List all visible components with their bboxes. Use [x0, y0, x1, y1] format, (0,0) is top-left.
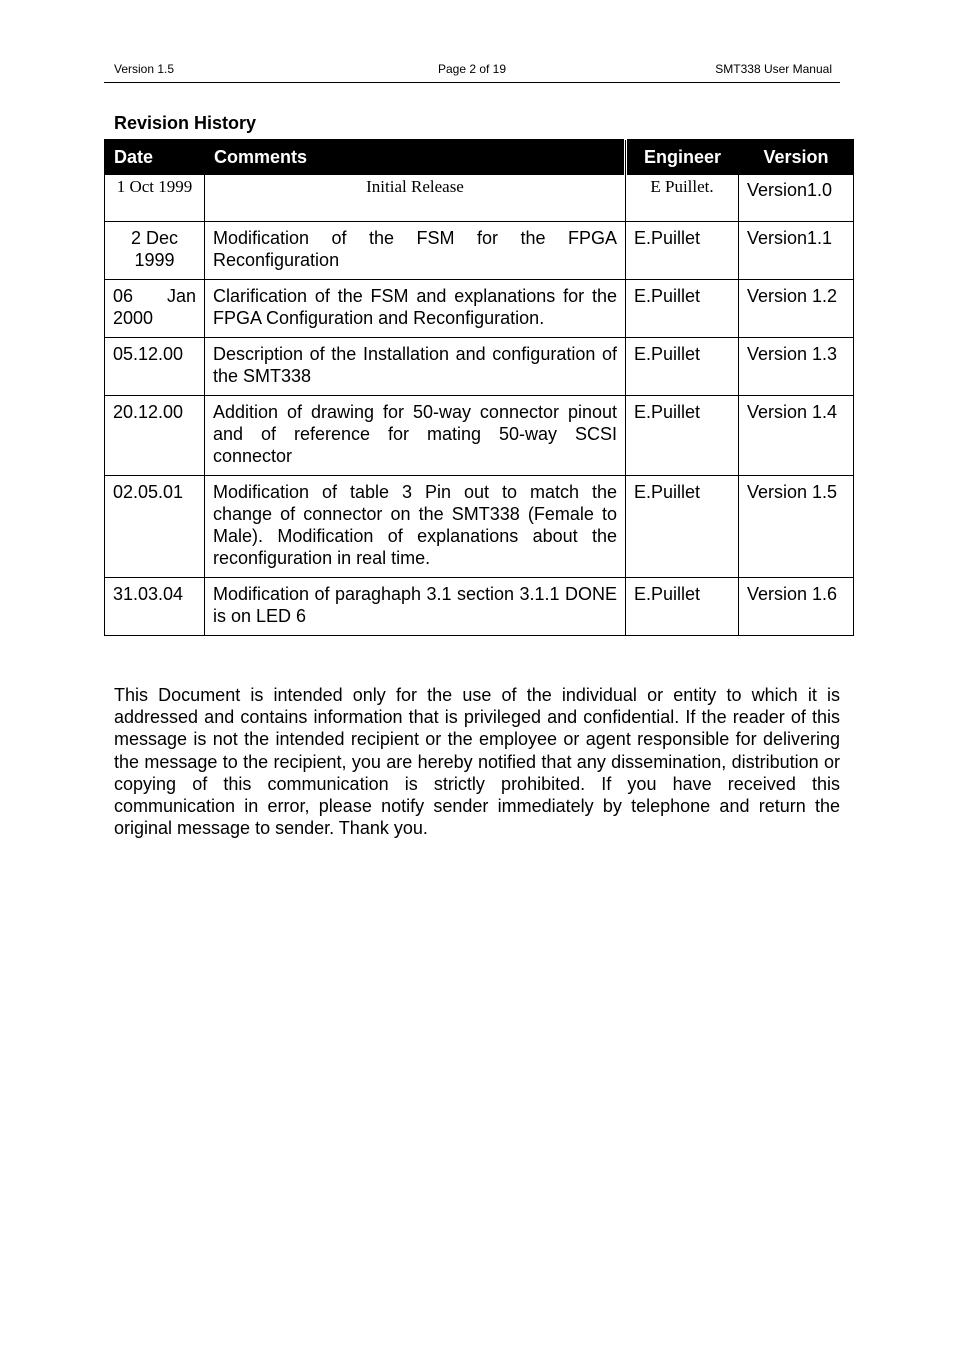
column-header-date: Date: [105, 140, 205, 175]
cell-version: Version 1.4: [739, 396, 854, 476]
table-header-row: [105, 140, 854, 175]
cell-comments: Description of the Installation and configuration of the SMT338: [205, 338, 626, 396]
table-row: [105, 476, 854, 578]
cell-date: 02.05.01: [105, 476, 205, 578]
cell-version: Version 1.5: [739, 476, 854, 578]
cell-comments: Addition of drawing for 50-way connector pinout and of reference for mating 50-way SCSI connector: [205, 396, 626, 476]
cell-engineer: E.Puillet: [626, 396, 739, 476]
table-row: [105, 578, 854, 636]
column-header-engineer: Engineer: [626, 140, 739, 175]
cell-version: Version1.0: [739, 175, 854, 222]
cell-comments: Initial Release: [205, 175, 626, 222]
cell-engineer: E.Puillet: [626, 222, 739, 280]
cell-date: 1 Oct 1999: [105, 175, 205, 222]
cell-date: 20.12.00: [105, 396, 205, 476]
cell-engineer: E.Puillet: [626, 338, 739, 396]
cell-date: 06 Jan 2000: [105, 280, 205, 338]
header-page-number: Page 2 of 19: [437, 62, 507, 76]
table-row: [105, 222, 854, 280]
cell-date: 05.12.00: [105, 338, 205, 396]
cell-comments: Modification of the FSM for the FPGA Reconfiguration: [205, 222, 626, 280]
header-manual-title: SMT338 User Manual: [715, 62, 832, 76]
cell-date: 31.03.04: [105, 578, 205, 636]
cell-engineer: E.Puillet: [626, 476, 739, 578]
cell-version: Version1.1: [739, 222, 854, 280]
cell-engineer: E Puillet.: [626, 175, 739, 222]
revision-history-title: Revision History: [114, 113, 257, 133]
header-version: Version 1.5: [114, 62, 175, 76]
table-row: [105, 396, 854, 476]
cell-comments: Clarification of the FSM and explanations for the FPGA Configuration and Reconfiguration.: [205, 280, 626, 338]
confidentiality-notice: This Document is intended only for the use of the individual or entity to which it is addressed and contains information that is privileged and confidential. If the reader of this message is not the intended recipient or the employee or agent responsible for delivering the message to the recipient, you are hereby notified that any dissemination, distribution or copying of this communication is strictly prohibited. If you have received this communication in error, please notify sender immediately by telephone and return the original message to sender. Thank you.: [114, 685, 840, 839]
table-row: [105, 175, 854, 222]
page-header: [104, 61, 840, 83]
cell-date: 2 Dec 1999: [105, 222, 205, 280]
revision-history-table: [104, 139, 854, 636]
cell-version: Version 1.2: [739, 280, 854, 338]
cell-comments: Modification of table 3 Pin out to match the change of connector on the SMT338 (Female to Male). Modification of explanations about the reconfiguration in real time.: [205, 476, 626, 578]
table-row: [105, 280, 854, 338]
column-header-version: Version: [739, 140, 854, 175]
cell-engineer: E.Puillet: [626, 578, 739, 636]
cell-version: Version 1.6: [739, 578, 854, 636]
cell-engineer: E.Puillet: [626, 280, 739, 338]
column-header-comments: Comments: [205, 140, 626, 175]
cell-version: Version 1.3: [739, 338, 854, 396]
table-row: [105, 338, 854, 396]
cell-comments: Modification of paraghaph 3.1 section 3.1.1 DONE is on LED 6: [205, 578, 626, 636]
